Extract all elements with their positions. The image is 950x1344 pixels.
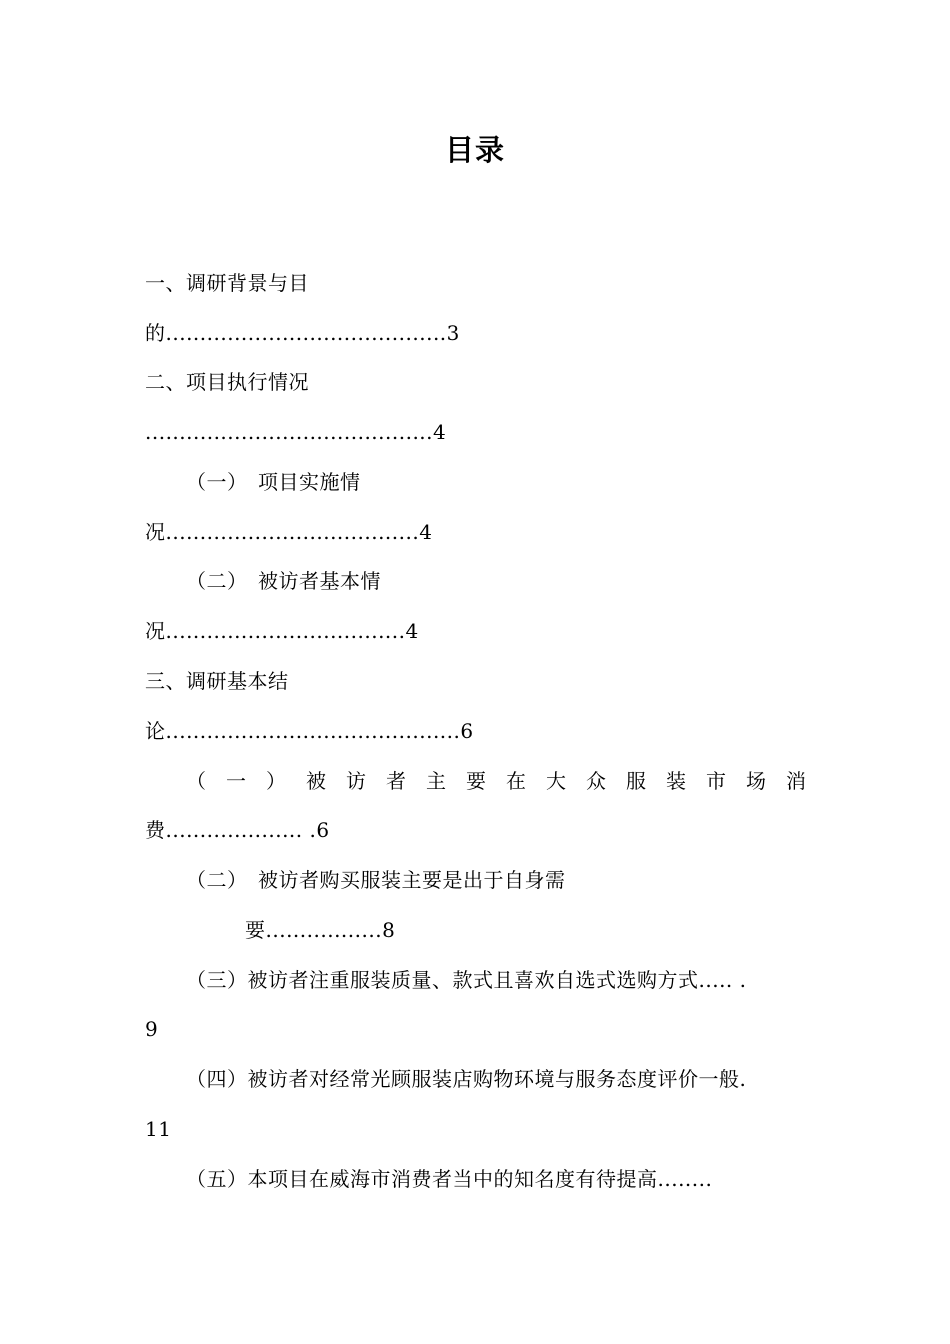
toc-char: 消	[786, 769, 806, 793]
toc-char: 在	[506, 769, 526, 793]
toc-line-4: ..........................................4	[145, 420, 447, 444]
toc-char: 访	[346, 769, 366, 793]
toc-line-18: 11	[145, 1117, 172, 1141]
toc-line-1: 一、调研背景与目	[145, 271, 309, 295]
toc-char: 场	[746, 769, 766, 793]
toc-line-9: 三、调研基本结	[145, 669, 289, 693]
toc-line-11	[186, 766, 806, 796]
toc-line-3: 二、项目执行情况	[145, 370, 309, 394]
toc-line-6: 况.....................................4	[145, 520, 433, 544]
toc-line-15: （三）被访者注重服装质量、款式且喜欢自选式选购方式..... .	[186, 968, 747, 992]
toc-line-13: （二） 被访者购买服装主要是出于自身需	[186, 868, 566, 892]
toc-char: ）	[266, 769, 286, 793]
toc-char: 市	[706, 769, 726, 793]
toc-line-17: （四）被访者对经常光顾服装店购物环境与服务态度评价一般.	[186, 1067, 747, 1091]
toc-line-12: 费.................... .6	[145, 818, 330, 842]
page-title: 目录	[444, 133, 505, 167]
toc-char: 者	[386, 769, 406, 793]
toc-char: 主	[426, 769, 446, 793]
toc-line-14: 要.................8	[245, 918, 396, 942]
toc-line-19: （五）本项目在威海市消费者当中的知名度有待提高........	[186, 1167, 713, 1191]
toc-line-7: （二） 被访者基本情	[186, 569, 381, 593]
toc-char: 一	[226, 769, 246, 793]
toc-char: 服	[626, 769, 646, 793]
toc-char: 要	[466, 769, 486, 793]
toc-line-16: 9	[145, 1017, 159, 1041]
toc-line-5: （一） 项目实施情	[186, 470, 361, 494]
toc-char: （	[186, 769, 206, 793]
toc-char: 装	[666, 769, 686, 793]
toc-line-8: 况...................................4	[145, 619, 419, 643]
toc-char: 众	[586, 769, 606, 793]
toc-line-10: 论...........................................6	[145, 719, 474, 743]
toc-char: 被	[306, 769, 326, 793]
toc-char: 大	[546, 769, 566, 793]
toc-line-2: 的.........................................3	[145, 321, 460, 345]
